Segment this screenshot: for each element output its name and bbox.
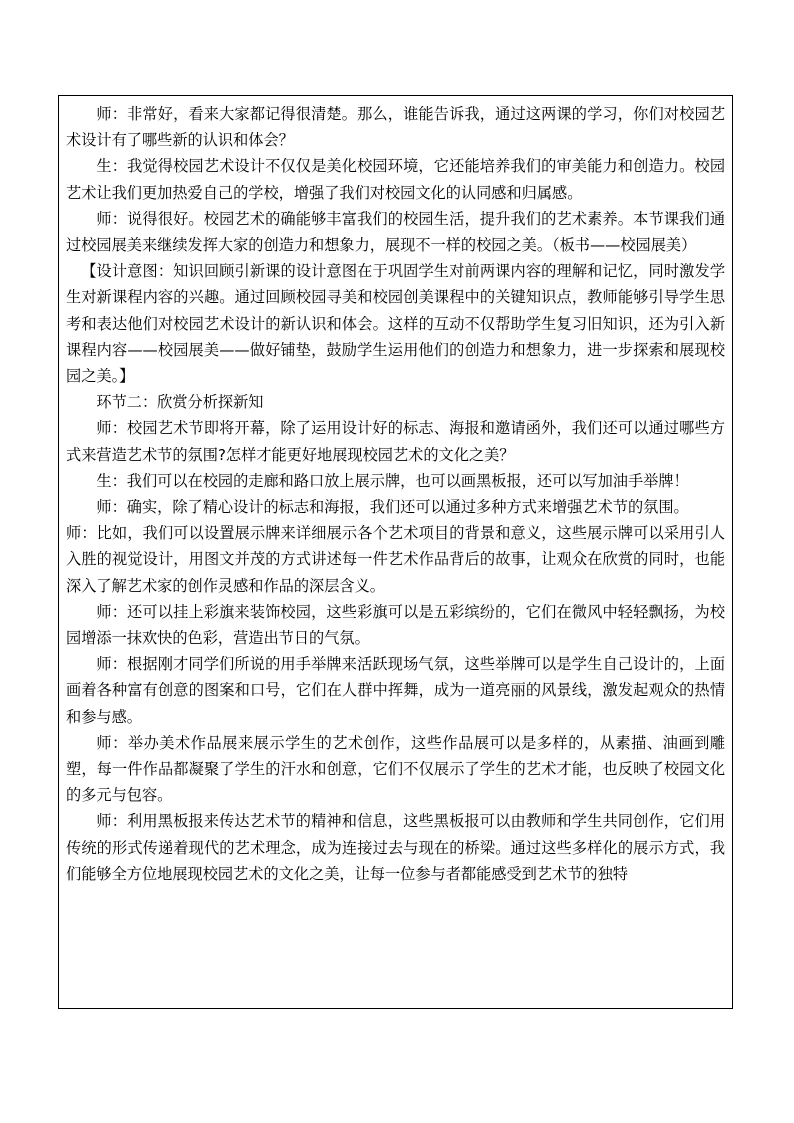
paragraph: 师：确实，除了精心设计的标志和海报，我们还可以通过多种方式来增强艺术节的氛围。: [96, 498, 689, 517]
table-cell: [58, 95, 733, 1009]
paragraph: 师：校园艺术节即将开幕，除了运用设计好的标志、海报和邀请函外，我们还可以通过哪些方式来营造艺术节的氛围?怎样才能更好地展现校园艺术的文化之美？: [66, 419, 725, 464]
paragraph: 生：我们可以在校园的走廊和路口放上展示牌，也可以画黑板报，还可以写加油手举牌！: [96, 471, 689, 490]
paragraph: 师：还可以挂上彩旗来装饰校园，这些彩旗可以是五彩缤纷的，它们在微风中轻轻飘扬，为校园增添一抹欢快的色彩，营造出节日的气氛。: [66, 602, 725, 648]
paragraph: 【设计意图：知识回顾引新课的设计意图在于巩固学生对前两课内容的理解和记忆，同时激发学生对新课程内容的兴趣。通过回顾校园寻美和校园创美课程中的关键知识点，教师能够引导学生思考和表达他们对校园艺术设计的新认识和体会。这样的互动不仅帮助学生复习旧知识，还为引入新课程内容——校园展美——做好铺垫，鼓励学生运用他们的创造力和想象力，进一步探索和展现校园之美。】: [66, 262, 725, 386]
section-heading: 环节二：欣赏分析探新知: [96, 393, 264, 412]
paragraph: 师：利用黑板报来传达艺术节的精神和信息，这些黑板报可以由教师和学生共同创作，它们用传统的形式传递着现代的艺术理念，成为连接过去与现在的桥梁。通过这些多样化的展示方式，我们能够全方位地展现校园艺术的文化之美，让每一位参与者都能感受到艺术节的独特: [66, 812, 725, 883]
paragraph: 师：非常好，看来大家都记得很清楚。那么，谁能告诉我，通过这两课的学习，你们对校园艺术设计有了哪些新的认识和体会？: [66, 105, 725, 150]
paragraph: 师：比如，我们可以设置展示牌来详细展示各个艺术项目的背景和意义，这些展示牌可以采用引人入胜的视觉设计，用图文并茂的方式讲述每一件艺术作品背后的故事，让观众在欣赏的同时，也能深入了解艺术家的创作灵感和作品的深层含义。: [66, 524, 725, 595]
lesson-text: [66, 101, 725, 887]
paragraph: 师：举办美术作品展来展示学生的艺术创作，这些作品展可以是多样的，从素描、油画到雕塑，每一件作品都凝聚了学生的汗水和创意，它们不仅展示了学生的艺术才能，也反映了校园文化的多元与包容。: [66, 733, 725, 805]
paragraph: 师：根据刚才同学们所说的用手举牌来活跃现场气氛，这些举牌可以是学生自己设计的，上面画着各种富有创意的图案和口号，它们在人群中挥舞，成为一道亮丽的风景线，激发起观众的热情和参与感。: [66, 655, 725, 726]
paragraph: 师：说得很好。校园艺术的确能够丰富我们的校园生活，提升我们的艺术素养。本节课我们通过校园展美来继续发挥大家的创造力和想象力，展现不一样的校园之美。（板书——校园展美）: [66, 209, 725, 255]
paragraph: 生：我觉得校园艺术设计不仅仅是美化校园环境，它还能培养我们的审美能力和创造力。校园艺术让我们更加热爱自己的学校，增强了我们对校园文化的认同感和归属感。: [66, 157, 725, 202]
